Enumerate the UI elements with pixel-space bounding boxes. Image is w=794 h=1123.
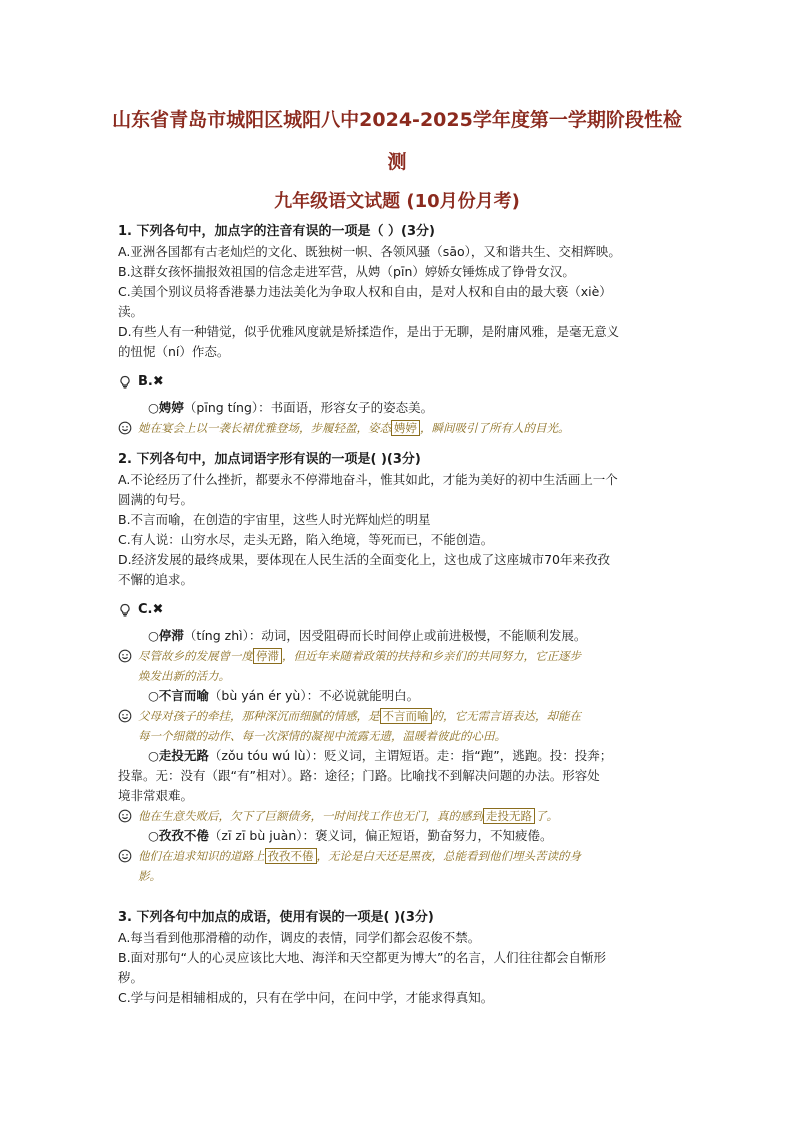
q2-option-a-line1: A.不论经历了什么挫折，都要永不停滞地奋斗，惟其如此，才能为美好的初中生活画上一个 bbox=[118, 472, 618, 487]
q2-e1-highlight: 停滞 bbox=[253, 648, 282, 664]
q2-option-b: B.不言而喻，在创造的宇宙里，这些人时光辉灿烂的明星 bbox=[118, 512, 431, 527]
q2-answer bbox=[118, 600, 684, 620]
q1-option-b: B.这群女孩怀揣报效祖国的信念走进军营，从娉（pīn）婷娇女锤炼成了铮骨女汉。 bbox=[118, 264, 575, 279]
q2-e1-post: ，但近年来随着政策的扶持和乡亲们的共同努力，它正逐步 bbox=[282, 649, 581, 663]
question-3 bbox=[118, 908, 684, 1008]
q2-option-d-line1: D.经济发展的最终成果，要体现在人民生活的全面变化上，这也成了这座城市70年来孜孜 bbox=[118, 552, 611, 567]
question-2-text: 2. 下列各句中，加点词语字形有误的一项是( )(3分) bbox=[118, 452, 421, 467]
q3-option-b-line1: B.面对那句“人的心灵应该比大地、海洋和天空都更为博大”的名言，人们往往都会自惭形 bbox=[118, 950, 607, 965]
q1-example bbox=[118, 418, 684, 438]
q3-option-c: C.学与问是相辅相成的，只有在学中问，在问中学，才能求得真知。 bbox=[118, 990, 494, 1005]
q2-e2-post: 的，它无需言语表达，却能在 bbox=[431, 709, 581, 723]
q2-e4-word: ○孜孜不倦 bbox=[148, 828, 209, 843]
q2-e3-text3: 境非常艰难。 bbox=[118, 788, 194, 803]
q2-e1-post2: 焕发出新的活力。 bbox=[138, 669, 230, 683]
q2-e3-post: 了。 bbox=[535, 809, 558, 823]
smiley-icon bbox=[118, 649, 132, 663]
document-title-line2: 测 bbox=[387, 151, 407, 173]
q2-e2-highlight: 不言而喻 bbox=[380, 708, 432, 724]
q2-example-4 bbox=[118, 846, 684, 886]
document-subtitle: 九年级语文试题 (10月份月考) bbox=[274, 191, 520, 212]
question-1 bbox=[118, 222, 684, 438]
q2-e1-word: ○停滞 bbox=[148, 628, 184, 643]
q2-e4-highlight: 孜孜不倦 bbox=[265, 848, 317, 864]
q2-e1-pre: 尽管故乡的发展曾一度 bbox=[138, 649, 253, 663]
q2-explanation-4 bbox=[118, 826, 684, 846]
document-title-line1: 山东省青岛市城阳区城阳八中2024-2025学年度第一学期阶段性检 bbox=[112, 109, 682, 131]
q2-example-1 bbox=[118, 646, 684, 686]
q2-e2-pre: 父母对孩子的牵挂，那种深沉而细腻的情感，是 bbox=[138, 709, 380, 723]
q1-explanation bbox=[118, 398, 684, 418]
q2-e2-post2: 每一个细微的动作、每一次深情的凝视中流露无遗，温暖着彼此的心田。 bbox=[138, 729, 506, 743]
q2-e3-word: ○走投无路 bbox=[148, 748, 209, 763]
q2-e3-text1: （zǒu tóu wú lù）：贬义词，主谓短语。走：指“跑”，逃跑。投：投奔； bbox=[208, 748, 613, 763]
q2-e4-post2: 影。 bbox=[138, 869, 161, 883]
q2-option-d-line2: 不懈的追求。 bbox=[118, 572, 194, 587]
question-2 bbox=[118, 450, 684, 886]
question-3-text: 3. 下列各句中加点的成语，使用有误的一项是( )(3分) bbox=[118, 910, 434, 925]
q2-explanation-1 bbox=[118, 626, 684, 646]
q2-option-c: C.有人说：山穷水尽，走头无路，陷入绝境，等死而已，不能创造。 bbox=[118, 532, 494, 547]
q1-example-post: ，瞬间吸引了所有人的目光。 bbox=[420, 421, 570, 435]
q2-e4-pre: 他们在追求知识的道路上 bbox=[138, 849, 265, 863]
smiley-icon bbox=[118, 709, 132, 723]
q2-e4-post: ，无论是白天还是黑夜，总能看到他们埋头苦读的身 bbox=[316, 849, 581, 863]
q1-example-pre: 她在宴会上以一袭长裙优雅登场，步履轻盈，姿态 bbox=[138, 421, 391, 435]
q2-e3-pre: 他在生意失败后，欠下了巨额债务，一时间找工作也无门，真的感到 bbox=[138, 809, 483, 823]
smiley-icon bbox=[118, 809, 132, 823]
lightbulb-icon bbox=[118, 603, 132, 617]
q3-option-a: A.每当看到他那滑稽的动作，调皮的表情，同学们都会忍俊不禁。 bbox=[118, 930, 481, 945]
q1-answer bbox=[118, 372, 684, 392]
q2-example-2 bbox=[118, 706, 684, 746]
q2-explanation-2 bbox=[118, 686, 684, 706]
q1-option-d-line2: 的忸怩（ní）作态。 bbox=[118, 344, 230, 359]
smiley-icon bbox=[118, 421, 132, 435]
q3-option-b-line2: 秽。 bbox=[118, 970, 144, 985]
lightbulb-icon bbox=[118, 375, 132, 389]
q1-option-c-line2: 渎。 bbox=[118, 304, 144, 319]
q1-answer-text: B.✖ bbox=[138, 374, 164, 389]
q2-answer-text: C.✖ bbox=[138, 602, 164, 617]
q2-e4-text: （zī zī bù juàn）：褒义词，偏正短语，勤奋努力，不知疲倦。 bbox=[208, 828, 553, 843]
q1-option-a: A.亚洲各国都有古老灿烂的文化、既独树一帜、各领风骚（sāo），又和谐共生、交相辉映。 bbox=[118, 244, 621, 259]
q2-example-3 bbox=[118, 806, 684, 826]
smiley-icon bbox=[118, 849, 132, 863]
q1-option-c-line1: C.美国个别议员将香港暴力违法美化为争取人权和自由，是对人权和自由的最大亵（xiè） bbox=[118, 284, 612, 299]
q1-option-d-line1: D.有些人有一种错觉，似乎优雅风度就是矫揉造作，是出于无聊，是附庸风雅，是毫无意义 bbox=[118, 324, 620, 339]
q1-explain-text: （pīng tíng）：书面语，形容女子的姿态美。 bbox=[183, 400, 434, 415]
q2-explanation-3 bbox=[118, 746, 684, 766]
q2-e2-text: （bù yán ér yù）：不必说就能明白。 bbox=[208, 688, 420, 703]
q2-e2-word: ○不言而喻 bbox=[148, 688, 209, 703]
question-1-text: 1. 下列各句中，加点字的注音有误的一项是（ ）(3分) bbox=[118, 224, 435, 239]
q2-option-a-line2: 圆满的句号。 bbox=[118, 492, 194, 507]
q2-e3-text2: 投靠。无：没有（跟“有”相对）。路：途径；门路。比喻找不到解决问题的办法。形容处 bbox=[118, 768, 600, 783]
q1-explain-word: ○娉婷 bbox=[148, 400, 184, 415]
q2-e3-highlight: 走投无路 bbox=[483, 808, 535, 824]
q2-e1-text: （tíng zhì）：动词，因受阻碍而长时间停止或前进极慢，不能顺利发展。 bbox=[183, 628, 587, 643]
q1-example-highlight: 娉婷 bbox=[391, 420, 420, 436]
